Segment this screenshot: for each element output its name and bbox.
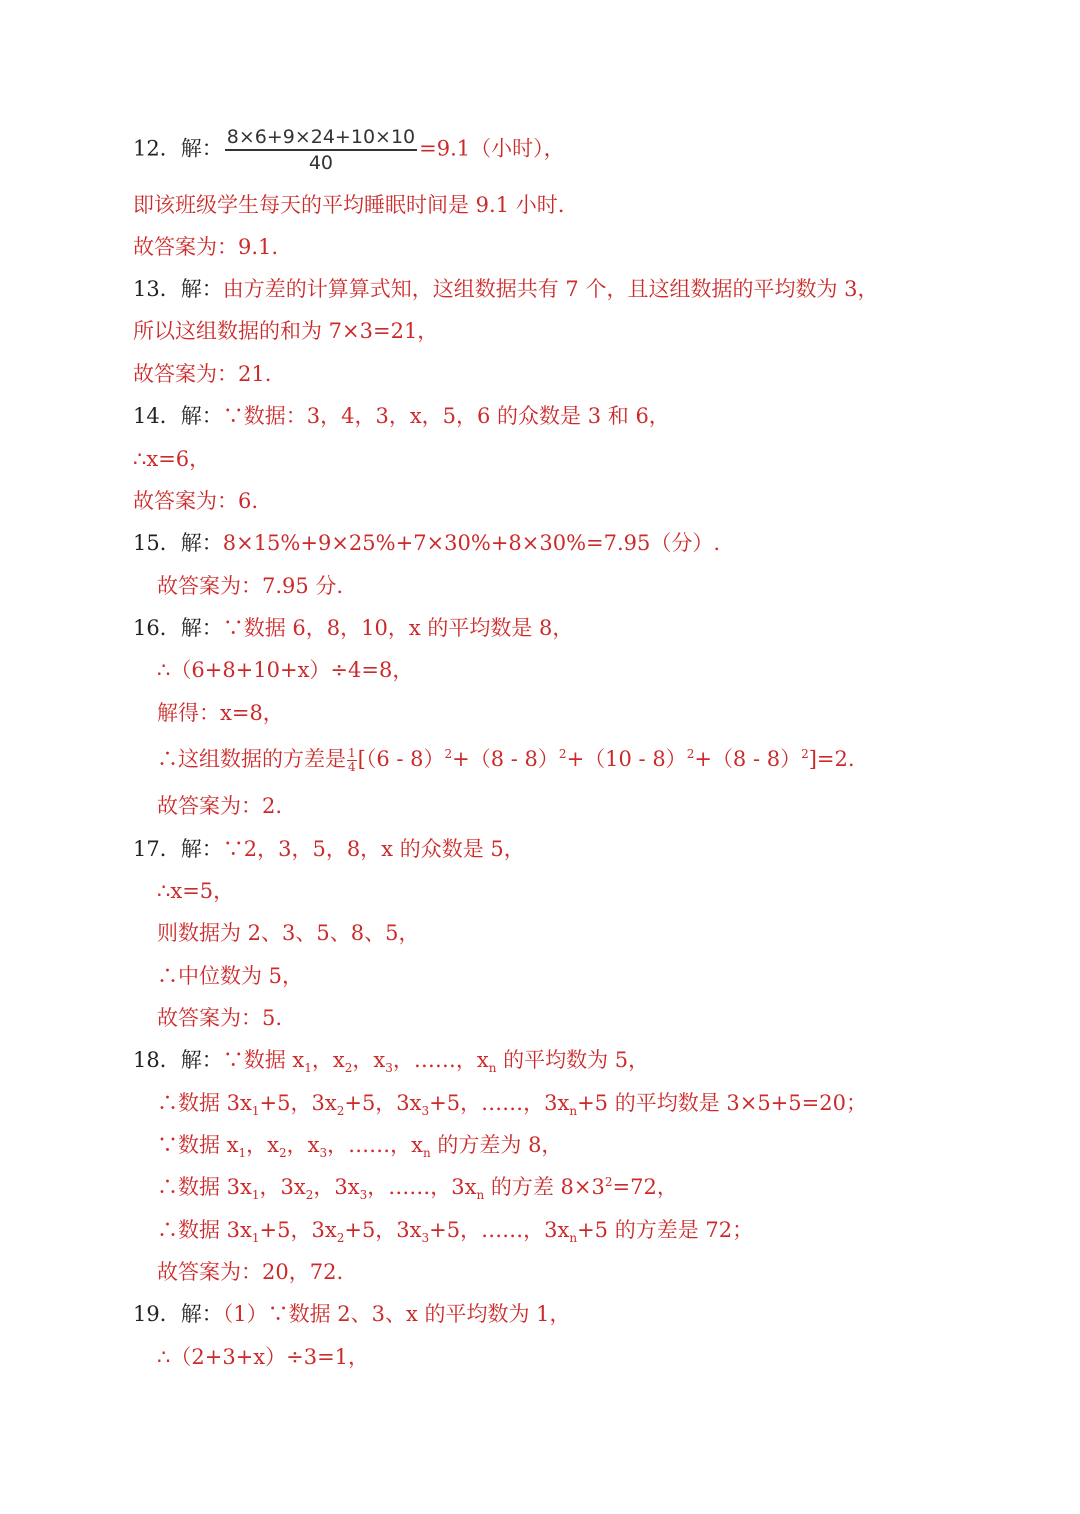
solution-15-text: 8×15%+9×25%+7×30%+8×30%=7.95（分）.	[222, 531, 721, 555]
solution-12-result: =9.1（小时），	[419, 136, 565, 161]
solution-17-line-2: ∴x=5，	[157, 879, 235, 903]
square-exponent: 2	[686, 747, 695, 761]
solution-13-line-1	[133, 275, 878, 303]
fraction-numerator: 1	[348, 746, 356, 760]
solution-15-label: 15．解：	[133, 531, 223, 555]
solution-19-line-2: ∴（2+3+x）÷3=1，	[157, 1345, 370, 1369]
solution-14-label: 14．解：	[133, 404, 223, 428]
solution-13-answer: 故答案为：21.	[133, 362, 272, 386]
variance-term-3: +（10 - 8）	[566, 747, 687, 771]
fraction-denominator: 40	[308, 152, 334, 174]
variance-term-4: +（8 - 8）	[694, 747, 802, 771]
solution-18-label: 18．解：	[133, 1048, 223, 1072]
solution-18-line-1: 18．解：∵数据 $x_1$，$x_2$，$x_3$，……，$x_n$ 的平均数为 5，	[133, 1048, 650, 1076]
solution-17-line-3: 则数据为 2、3、5、8、5，	[157, 921, 420, 945]
solution-18-line-2: ∴数据 $3x_1+5$，$3x_2+5$，$3x_3+5$，……，$3x_n+5$ 的平均数是 3×5+5=20；	[157, 1091, 867, 1119]
one-quarter-fraction	[347, 747, 357, 774]
solution-17-text: ∵2，3，5，8，x 的众数是 5，	[222, 837, 525, 861]
solution-12-line-2: 即该班级学生每天的平均睡眠时间是 9.1 小时.	[133, 193, 565, 217]
solution-18-line-4: ∴数据 $3x_1$，$3x_2$，$3x_3$，……，$3x_n$ 的方差 $8\times 3^2=72$，	[157, 1175, 678, 1203]
fraction-numerator: 8×6+9×24+10×10	[225, 126, 417, 151]
solution-16-answer: 故答案为：2.	[157, 794, 283, 818]
solution-14-line-2: ∴x=6，	[133, 447, 211, 471]
solution-17-answer: 故答案为：5.	[157, 1006, 283, 1030]
solution-16-line-1	[133, 614, 573, 642]
solution-13-text: 由方差的计算算式知，这组数据共有 7 个，且这组数据的平均数为 3，	[222, 277, 879, 301]
solution-16-line-3: 解得：x=8，	[157, 701, 284, 725]
solution-19-line-1	[133, 1300, 571, 1328]
variance-term-1: [（6 - 8）	[357, 747, 445, 771]
solution-16-line-2: ∴（6+8+10+x）÷4=8，	[157, 658, 414, 682]
solution-19-text: （1）∵数据 2、3、x 的平均数为 1，	[222, 1302, 571, 1326]
solution-14-text: ∵数据：3，4，3，x，5，6 的众数是 3 和 6，	[222, 404, 670, 428]
solution-12-fraction	[225, 126, 417, 174]
solution-12-line-1	[133, 126, 565, 174]
solution-16-text: ∵数据 6，8，10，x 的平均数是 8，	[222, 616, 574, 640]
solution-12-label: 12．解：	[133, 136, 223, 161]
solution-13-label: 13．解：	[133, 277, 223, 301]
solution-14-answer: 故答案为：6.	[133, 489, 259, 513]
solution-16-label: 16．解：	[133, 616, 223, 640]
solution-15-answer: 故答案为：7.95 分.	[157, 574, 344, 598]
variance-prefix: ∴这组数据的方差是	[157, 747, 346, 771]
solution-16-line-4	[157, 741, 855, 777]
solution-14-line-1	[133, 402, 670, 430]
solution-17-line-4: ∴中位数为 5，	[157, 964, 304, 988]
solution-18-line-5: ∴数据 $3x_1+5$，$3x_2+5$，$3x_3+5$，……，$3x_n+5$ 的方差是 72；	[157, 1218, 754, 1246]
square-exponent: 2	[444, 747, 453, 761]
variance-term-2: +（8 - 8）	[452, 747, 559, 771]
square-exponent: 2	[558, 747, 567, 761]
solution-12-answer: 故答案为：9.1.	[133, 235, 279, 259]
square-exponent: 2	[801, 747, 809, 761]
variance-result: ]=2.	[808, 747, 855, 771]
solution-13-line-2: 所以这组数据的和为 7×3=21，	[133, 319, 439, 343]
solution-17-label: 17．解：	[133, 837, 223, 861]
fraction-denominator: 4	[348, 760, 356, 774]
solution-18-answer: 故答案为：20，72.	[157, 1260, 344, 1284]
solution-17-line-1	[133, 835, 525, 863]
solution-19-label: 19．解：	[133, 1302, 223, 1326]
solution-18-line-3: ∵数据 $x_1$，$x_2$，$x_3$，……，$x_n$ 的方差为 8，	[157, 1133, 563, 1161]
solution-15-line-1	[133, 529, 720, 557]
